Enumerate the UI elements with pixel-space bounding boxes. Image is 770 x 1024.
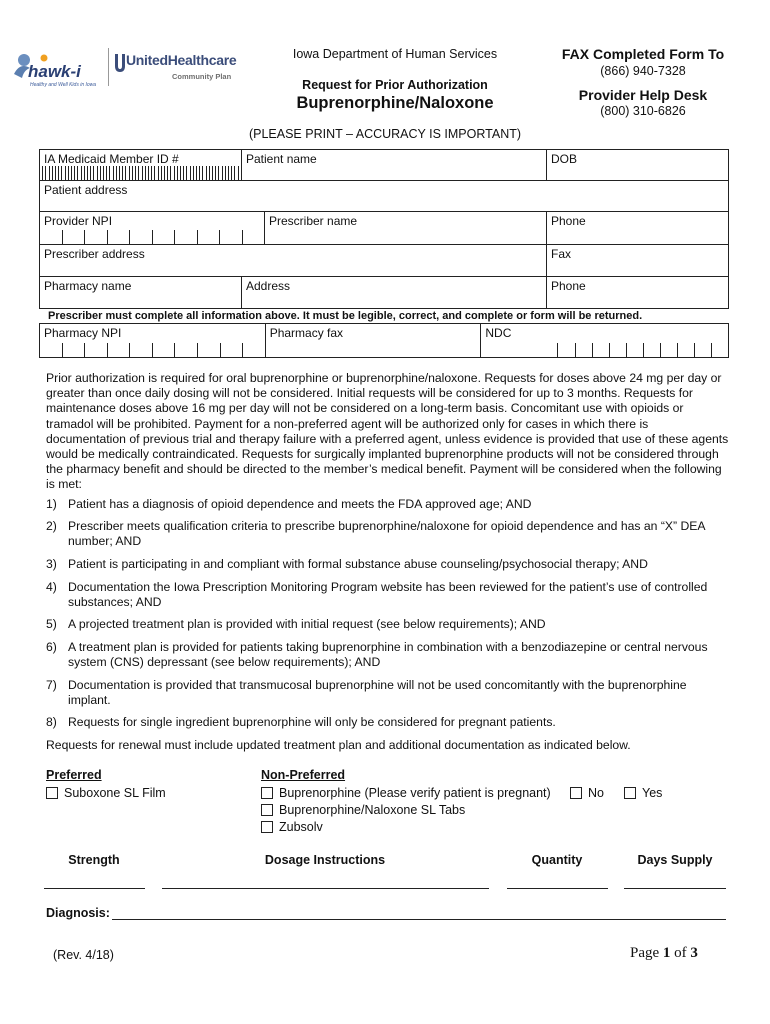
hawki-tagline: Healthy and Well Kids in Iowa — [30, 82, 97, 88]
criteria-item-1 — [46, 497, 730, 512]
criteria-number: 7) — [46, 678, 57, 692]
uhc-subtitle: Community Plan — [172, 72, 232, 81]
prescriber-phone-field[interactable] — [547, 212, 729, 245]
strength-header: Strength — [68, 853, 120, 867]
pregnant-yes-option[interactable] — [624, 786, 662, 800]
option-suboxone[interactable] — [46, 786, 166, 800]
hawki-wordmark: hawk-i — [28, 62, 81, 81]
pharmacy-fax-field[interactable] — [265, 324, 481, 358]
page-of: of — [670, 945, 691, 961]
criteria-text: Patient is participating in and compliant with formal substance abuse counseling/psychosocial therapy; AND — [68, 557, 648, 571]
uhc-wordmark: UnitedHealthcare — [126, 52, 237, 68]
help-title: Provider Help Desk — [578, 87, 708, 103]
criteria-number: 3) — [46, 557, 57, 571]
criteria-text: A treatment plan is provided for patients taking buprenorphine in combination with a benzodiazepine or central nervous system (CNS) depressant (see below requirements); AND — [68, 640, 708, 670]
criteria-item-7 — [46, 678, 730, 708]
dosage-line[interactable] — [162, 888, 489, 889]
unitedhealthcare-logo — [108, 46, 238, 90]
completion-warning: Prescriber must complete all information above. It must be legible, correct, and complete or form will be returned. — [48, 310, 643, 322]
pharmacy-npi-field[interactable] — [40, 324, 266, 358]
dob-label: DOB — [551, 152, 578, 166]
dosage-header: Dosage Instructions — [264, 853, 386, 867]
suboxone-label: Suboxone SL Film — [64, 786, 166, 800]
suboxone-checkbox[interactable] — [46, 787, 58, 799]
page-number — [630, 945, 698, 962]
prescriber-phone-label: Phone — [551, 214, 586, 228]
zubsolv-checkbox[interactable] — [261, 821, 273, 833]
criteria-number: 5) — [46, 617, 57, 631]
print-note: (PLEASE PRINT – ACCURACY IS IMPORTANT) — [248, 127, 522, 141]
buprenorphine-checkbox[interactable] — [261, 787, 273, 799]
no-label: No — [588, 786, 604, 800]
criteria-item-4 — [46, 580, 730, 610]
criteria-text: Documentation is provided that transmucosal buprenorphine will not be used concomitantly with the buprenorphine implant. — [68, 678, 687, 708]
criteria-number: 1) — [46, 497, 57, 511]
buprenorphine-label: Buprenorphine (Please verify patient is pregnant) — [279, 786, 551, 800]
diagnosis-line[interactable] — [112, 919, 726, 920]
patient-address-label: Patient address — [44, 183, 128, 197]
prescriber-address-field[interactable] — [40, 245, 547, 277]
criteria-number: 4) — [46, 580, 57, 594]
pharmacy-address-field[interactable] — [242, 277, 547, 309]
intro-paragraph: Prior authorization is required for oral buprenorphine or buprenorphine/naloxone. Requests for doses above 24 mg per day or greater than once daily dosing will not be considered. Initial requests will be considered for up to 3 months. Requests for maintenance doses above 16 mg per day will not be considered on a long-term basis. Concomitant use with opioids or tramadol will be prohibited. Payment for a non-preferred agent will be authorized only for cases in which there is documentation of previous trial and therapy failure with a preferred agent, unless evidence is provided that use of these agents would be medically contraindicated. Requests for surgically implanted buprenorphine products will not be considered through the pharmacy benefit and should be directed to the member’s medical benefit. Payment will be considered when the following is met: — [46, 371, 729, 492]
renewal-note: Requests for renewal must include updated treatment plan and additional documentation as indicated below. — [46, 738, 631, 752]
criteria-number: 8) — [46, 715, 57, 729]
pharmacy-address-label: Address — [246, 279, 291, 293]
nonpreferred-heading: Non-Preferred — [261, 768, 346, 782]
agency-name: Iowa Department of Human Services — [292, 47, 498, 61]
criteria-number: 6) — [46, 640, 57, 654]
patient-name-label: Patient name — [246, 152, 317, 166]
prescriber-name-field[interactable] — [265, 212, 547, 245]
criteria-item-2 — [46, 519, 730, 549]
patient-name-field[interactable] — [242, 150, 547, 181]
criteria-item-5 — [46, 617, 730, 632]
option-buprenorphine[interactable] — [261, 786, 551, 800]
form-title: Buprenorphine/Naloxone — [296, 94, 494, 112]
prescriber-address-label: Prescriber address — [44, 247, 145, 261]
pharmacy-name-field[interactable] — [40, 277, 242, 309]
prescriber-fax-label: Fax — [551, 247, 572, 261]
quantity-header: Quantity — [531, 853, 583, 867]
no-checkbox[interactable] — [570, 787, 582, 799]
quantity-line[interactable] — [507, 888, 608, 889]
criteria-text: A projected treatment plan is provided with initial request (see below requirements); AND — [68, 617, 546, 631]
fax-number: (866) 940-7328 — [600, 64, 686, 78]
pharmacy-phone-label: Phone — [551, 279, 586, 293]
page-current: 1 — [662, 945, 671, 961]
fax-title: FAX Completed Form To — [561, 46, 725, 62]
prescriber-fax-field[interactable] — [547, 245, 729, 277]
ndc-label: NDC — [485, 326, 512, 340]
pharmacy-phone-field[interactable] — [547, 277, 729, 309]
option-bup-nal-tabs[interactable] — [261, 803, 465, 817]
ndc-field[interactable] — [481, 324, 729, 358]
page-total: 3 — [690, 945, 698, 961]
provider-npi-boxes — [40, 230, 264, 244]
option-zubsolv[interactable] — [261, 820, 323, 834]
hawki-logo — [10, 48, 102, 94]
member-id-label: IA Medicaid Member ID # — [44, 152, 179, 166]
member-id-field[interactable] — [40, 150, 242, 181]
preferred-heading: Preferred — [46, 768, 102, 782]
ndc-boxes — [541, 343, 728, 357]
criteria-item-8 — [46, 715, 730, 730]
bup-nal-tabs-checkbox[interactable] — [261, 804, 273, 816]
criteria-text: Documentation the Iowa Prescription Monitoring Program website has been reviewed for the patient’s use of controlled substances; AND — [68, 580, 708, 610]
dob-field[interactable] — [547, 150, 729, 181]
pharmacy-fax-label: Pharmacy fax — [269, 326, 344, 340]
bup-nal-tabs-label: Buprenorphine/Naloxone SL Tabs — [279, 803, 466, 817]
page-prefix: Page — [630, 945, 663, 961]
yes-label: Yes — [642, 786, 663, 800]
provider-npi-field[interactable] — [40, 212, 265, 245]
pharmacy-npi-boxes — [40, 343, 265, 357]
days-supply-header: Days Supply — [637, 853, 713, 867]
revision-date: (Rev. 4/18) — [53, 948, 114, 962]
pharmacy-name-label: Pharmacy name — [44, 279, 132, 293]
criteria-text: Prescriber meets qualification criteria to prescribe buprenorphine/naloxone for opioid dependence and has an “X” DEA number; AND — [68, 519, 705, 549]
info-table — [39, 149, 729, 309]
pharmacy-npi-label: Pharmacy NPI — [44, 326, 122, 340]
criteria-text: Patient has a diagnosis of opioid dependence and meets the FDA approved age; AND — [68, 497, 532, 511]
prescriber-name-label: Prescriber name — [269, 214, 358, 228]
criteria-item-3 — [46, 557, 730, 572]
strength-line[interactable] — [44, 888, 145, 889]
days-supply-line[interactable] — [624, 888, 726, 889]
pregnant-no-option[interactable] — [570, 786, 604, 800]
yes-checkbox[interactable] — [624, 787, 636, 799]
criteria-number: 2) — [46, 519, 57, 533]
patient-address-field[interactable] — [40, 181, 729, 212]
criteria-item-6 — [46, 640, 730, 670]
pharmacy-table — [39, 323, 729, 358]
provider-npi-label: Provider NPI — [44, 214, 113, 228]
diagnosis-label: Diagnosis: — [46, 906, 110, 920]
form-subtitle: Request for Prior Authorization — [302, 78, 488, 92]
criteria-text: Requests for single ingredient buprenorphine will only be considered for pregnant patients. — [68, 715, 556, 729]
member-id-boxes — [40, 166, 241, 180]
help-number: (800) 310-6826 — [600, 104, 686, 118]
zubsolv-label: Zubsolv — [279, 820, 323, 834]
